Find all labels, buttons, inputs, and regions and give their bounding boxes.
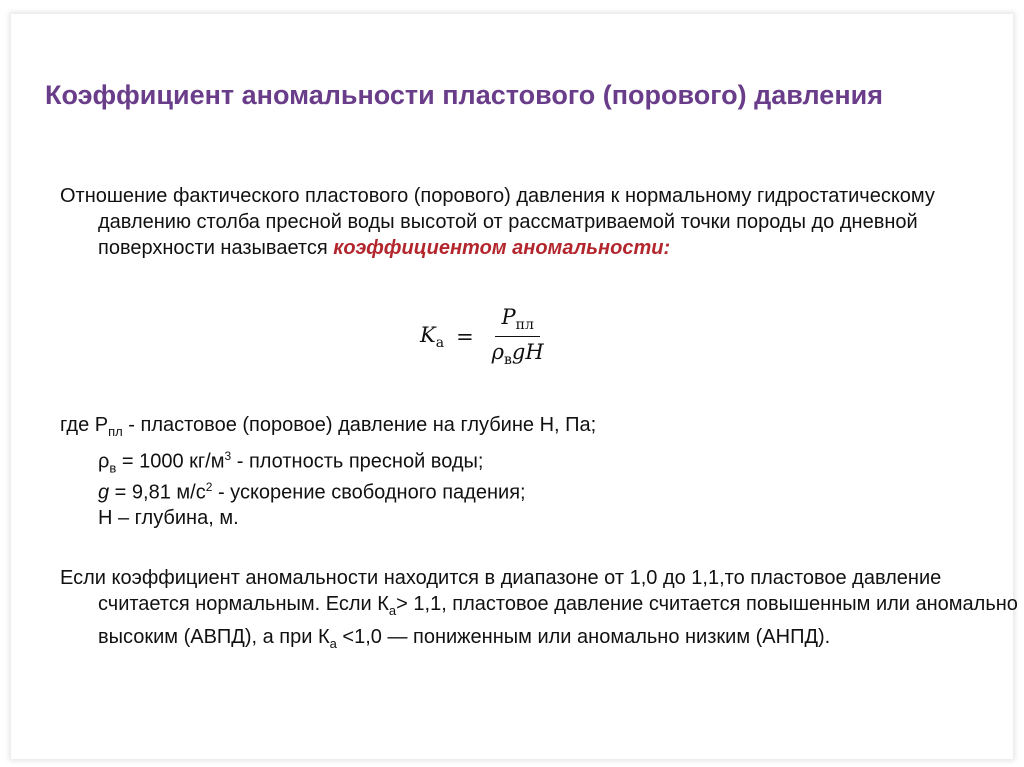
definition-tail: :	[663, 237, 671, 259]
definitions-list	[60, 410, 596, 534]
formula-lhs: $K_а$	[420, 322, 445, 351]
formula	[420, 305, 550, 368]
definition-term: коэффициентом аномальности	[333, 237, 664, 259]
conclusion-paragraph: Если коэффициент аномальности находится в диапазоне от 1,0 до 1,1,то пластовое давление считается нормальным. Если $К_а> 1,1$, пластовое давление считается повышенным или аномально высоким (АВПД), а при $К_а <1,0$ — пониженным или аномально низким (АНПД).	[60, 567, 1018, 651]
formula-fraction	[486, 305, 550, 368]
def-gravity: g = 9,81 $м/с^2$ - ускорение свободного падения;	[98, 480, 526, 504]
def-pressure: где $P_{пл}$ - пластовое (поровое) давление на глубине Н, Па;	[60, 414, 597, 439]
formula-denominator: $\rho_вgH$	[491, 340, 544, 369]
def-depth: Н – глубина, м.	[98, 507, 239, 529]
formula-equals: =	[456, 324, 474, 349]
def-density: $\rho_в = 1000$ $кг/м^3$ - плотность пресной воды;	[98, 449, 484, 476]
definition-paragraph	[60, 183, 1018, 261]
definition-text: Отношение фактического пластового (порового) давления к нормальному гидростатическому давлению столба пресной воды высотой от рассматриваемой точки породы до дневной поверхности называется	[60, 185, 935, 259]
slide-title: Коэффициент аномальности пластового (порового) давления	[45, 80, 883, 110]
formula-numerator: $P_{пл}$	[495, 305, 539, 337]
